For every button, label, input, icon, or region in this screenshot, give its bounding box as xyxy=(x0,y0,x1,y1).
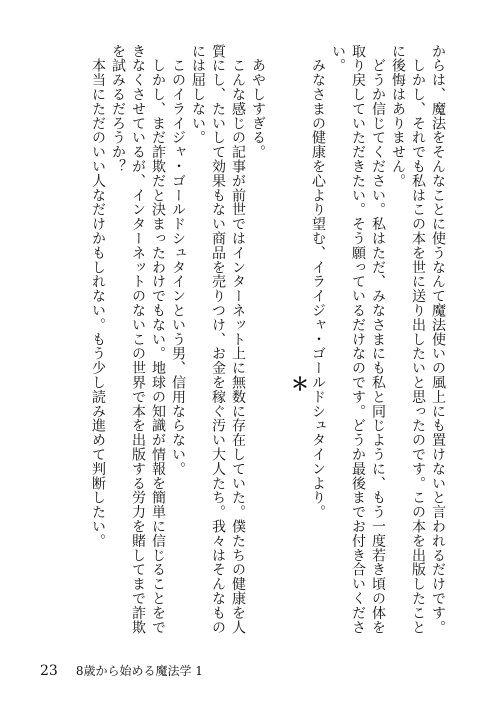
paragraph-letter-excerpt: からは、魔法をそんなことに使うなんて魔法使いの風上にも置けないと言われるだけです。 しかし、それでも私はこの本を世に送り出したいと思ったのです。この本を出版したことに後悔はありません。 どうか信じてください。私はただ、みなさまにも私と同じように、もう一度若き頃の体を取り戻していただきたい。そう願っているだけなのです。どうか最後までお付き合いください。 みなさまの健康を心より望む、イライジャ・ゴールドシュタインより。 xyxy=(310,44,446,635)
vertical-text-body xyxy=(55,44,448,644)
running-title: 8歳から始める魔法学 1 xyxy=(75,664,203,678)
page-footer xyxy=(40,662,203,679)
paragraph-narration: あやしすぎる。 こんな感じの記事が前世ではインターネット上に無数に存在していた。僕たちの健康を人質にし、たいして効果もない商品を売りつけ、お金を稼ぐ汚い大人たち。我々はそんなものには屈しない。 このイライジャ・ゴールドシュタインという男、信用ならない。 しかし、まだ詐欺だと決まったわけでもない。地球の知識が情報を簡単に信じることをできなくさせているが、インターネットのないこの世界で本を出版する労力を賭してまで詐欺を試みるだろうか？ 本当にただのいい人なだけかもしれない。もう少し読み進めて判断したい。 xyxy=(90,44,266,635)
page-number: 23 xyxy=(40,663,58,679)
section-separator-asterisk: ＊ xyxy=(288,374,309,394)
